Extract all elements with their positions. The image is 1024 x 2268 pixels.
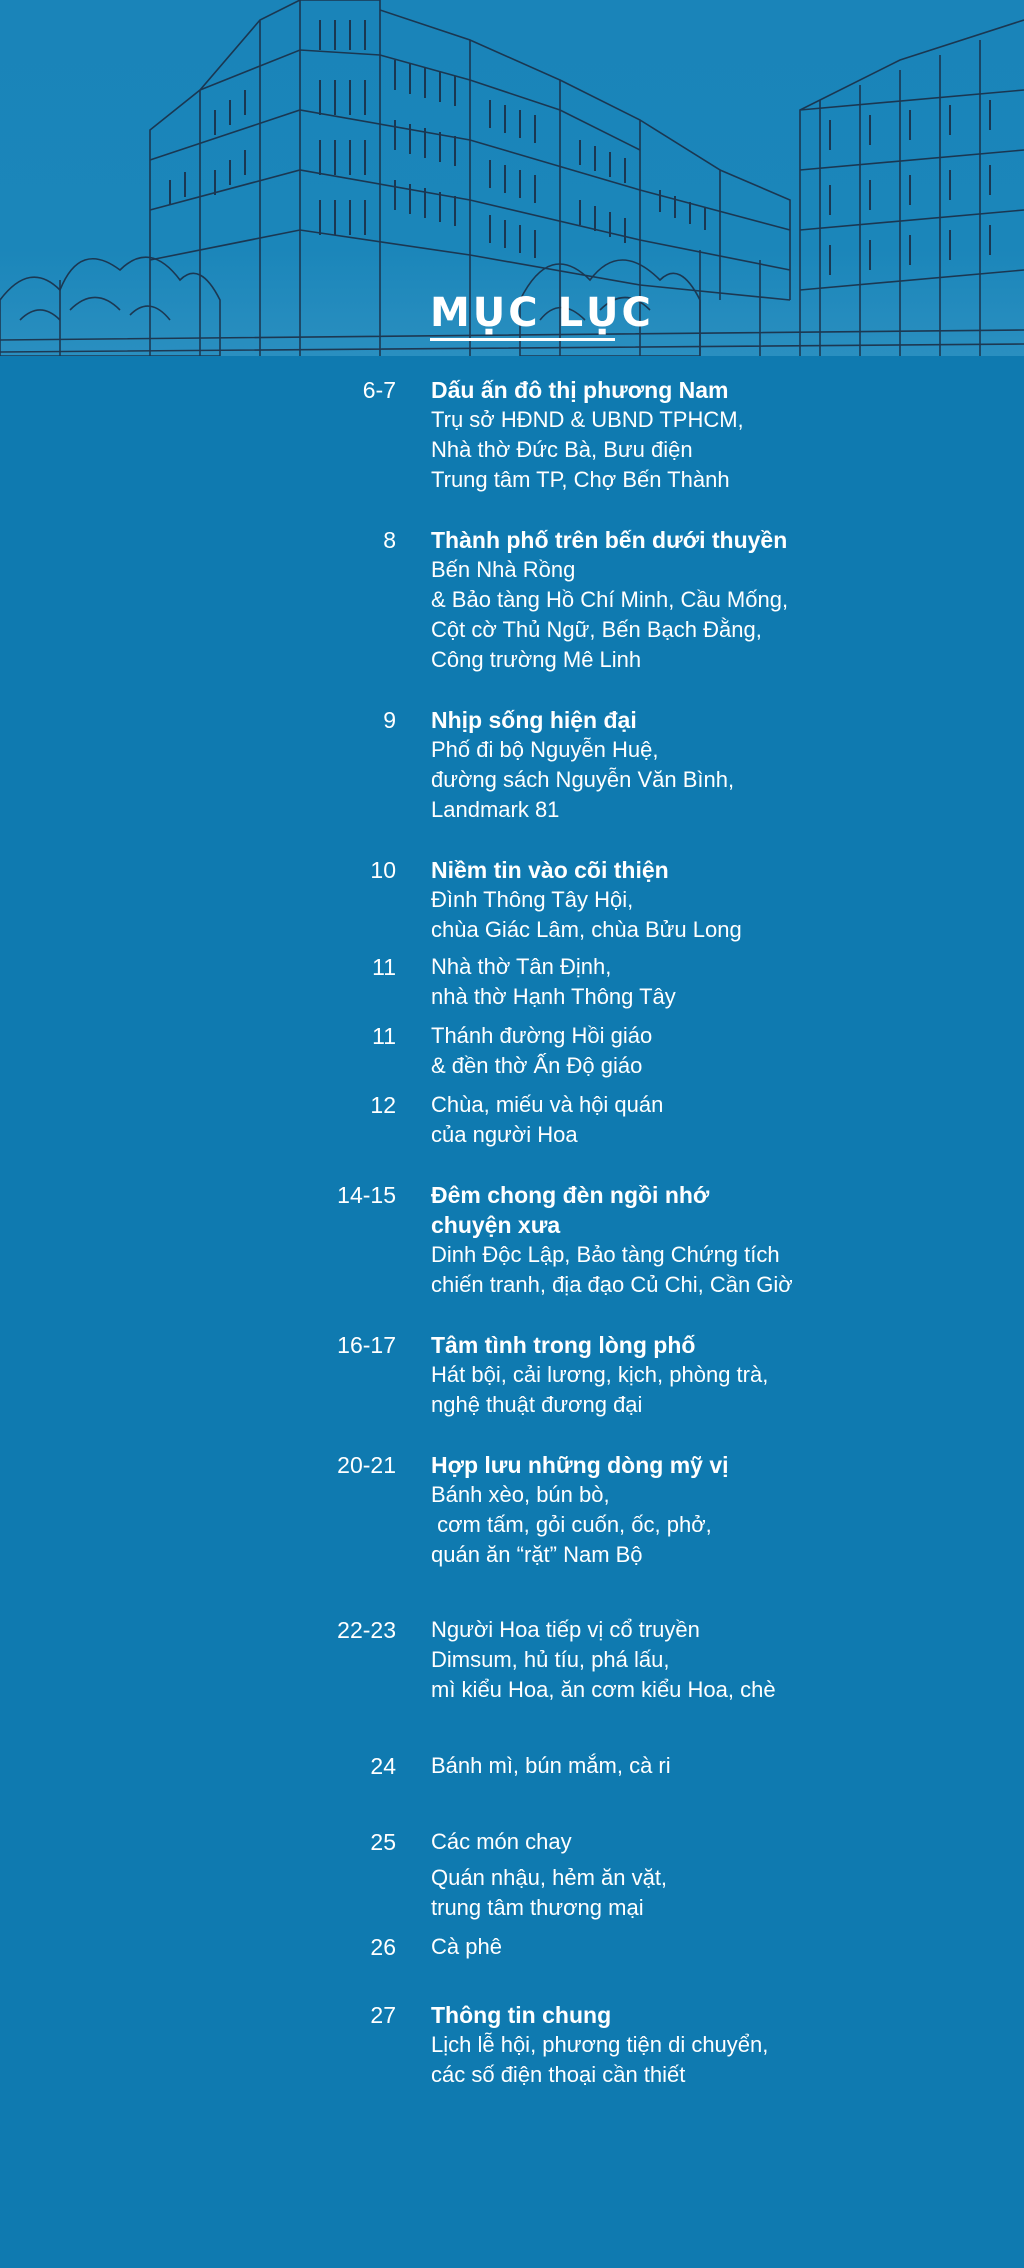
toc-line: Lịch lễ hội, phương tiện di chuyển, [431, 2032, 769, 2057]
toc-line: các số điện thoại cần thiết [431, 2062, 686, 2087]
toc-heading: Tâm tình trong lòng phố [431, 1332, 696, 1358]
toc-line: Đình Thông Tây Hội, [431, 887, 634, 912]
toc-line: Các món chay [431, 1829, 572, 1854]
toc-line: Nhà thờ Đức Bà, Bưu điện [431, 437, 693, 462]
title-underline [430, 338, 615, 341]
toc-line: trung tâm thương mại [431, 1895, 644, 1920]
toc-line: đường sách Nguyễn Văn Bình, [431, 767, 735, 792]
toc-line: Bến Nhà Rồng [431, 557, 576, 582]
toc-line: Bánh xèo, bún bò, [431, 1482, 610, 1507]
toc-line: & đền thờ Ấn Độ giáo [431, 1053, 643, 1078]
toc-heading: Dấu ấn đô thị phương Nam [431, 377, 729, 403]
toc-line: nhà thờ Hạnh Thông Tây [431, 984, 676, 1009]
toc-line: Cột cờ Thủ Ngữ, Bến Bạch Đằng, [431, 617, 762, 642]
toc-page-number: 14-15 [337, 1182, 396, 1208]
toc-heading: Niềm tin vào cõi thiện [431, 857, 669, 883]
toc-line: chùa Giác Lâm, chùa Bửu Long [431, 917, 742, 942]
toc-line: quán ăn “rặt” Nam Bộ [431, 1542, 643, 1567]
toc-heading: Thành phố trên bến dưới thuyền [431, 527, 788, 553]
toc-page-number: 25 [370, 1829, 396, 1855]
hero-illustration [0, 0, 1024, 356]
toc-page-number: 20-21 [337, 1452, 396, 1478]
toc-line: của người Hoa [431, 1122, 578, 1147]
toc-line: Trung tâm TP, Chợ Bến Thành [431, 467, 730, 492]
toc-line: Hát bội, cải lương, kịch, phòng trà, [431, 1362, 769, 1387]
toc-line: & Bảo tàng Hồ Chí Minh, Cầu Mống, [431, 587, 789, 612]
toc-page-number: 6-7 [362, 377, 396, 403]
toc-line: Chùa, miếu và hội quán [431, 1092, 664, 1117]
toc-line: Phố đi bộ Nguyễn Huệ, [431, 737, 659, 762]
toc-page-number: 24 [370, 1753, 396, 1779]
toc-line: nghệ thuật đương đại [431, 1392, 643, 1417]
toc-line: Nhà thờ Tân Định, [431, 954, 612, 979]
toc-line: Công trường Mê Linh [431, 647, 642, 672]
toc-page-number: 26 [370, 1934, 396, 1960]
toc-heading: Hợp lưu những dòng mỹ vị [431, 1452, 729, 1478]
toc-line: Trụ sở HĐND & UBND TPHCM, [431, 407, 744, 432]
toc-line: Dinh Độc Lập, Bảo tàng Chứng tích [431, 1242, 780, 1267]
toc-line: Người Hoa tiếp vị cổ truyền [431, 1617, 700, 1642]
toc-line: Dimsum, hủ tíu, phá lấu, [431, 1647, 670, 1672]
toc-line: Cà phê [431, 1934, 502, 1959]
toc-heading: Đêm chong đèn ngồi nhớ [431, 1182, 710, 1208]
toc-heading: Nhịp sống hiện đại [431, 707, 637, 733]
toc-line: Bánh mì, bún mắm, cà ri [431, 1753, 671, 1778]
toc-page-number: 16-17 [337, 1332, 396, 1358]
toc-line: Thánh đường Hồi giáo [431, 1023, 653, 1048]
toc-line: Quán nhậu, hẻm ăn vặt, [431, 1865, 668, 1890]
toc-line: mì kiểu Hoa, ăn cơm kiểu Hoa, chè [431, 1677, 776, 1702]
toc-heading-continued: chuyện xưa [431, 1212, 561, 1238]
toc-page-number: 11 [372, 954, 396, 980]
toc-page-number: 11 [372, 1023, 396, 1049]
toc-page-number: 12 [370, 1092, 396, 1118]
toc-page-number: 27 [370, 2002, 396, 2028]
toc-line: chiến tranh, địa đạo Củ Chi, Cần Giờ [431, 1272, 793, 1297]
toc-line: Landmark 81 [431, 797, 560, 822]
toc-page-number: 9 [383, 707, 396, 733]
toc-line: cơm tấm, gỏi cuốn, ốc, phở, [431, 1512, 712, 1537]
page-title: MỤC LỤC [430, 290, 654, 336]
toc-heading: Thông tin chung [431, 2002, 612, 2028]
toc-page-number: 10 [370, 857, 396, 883]
toc-page-number: 22-23 [337, 1617, 396, 1643]
toc-page-number: 8 [383, 527, 396, 553]
